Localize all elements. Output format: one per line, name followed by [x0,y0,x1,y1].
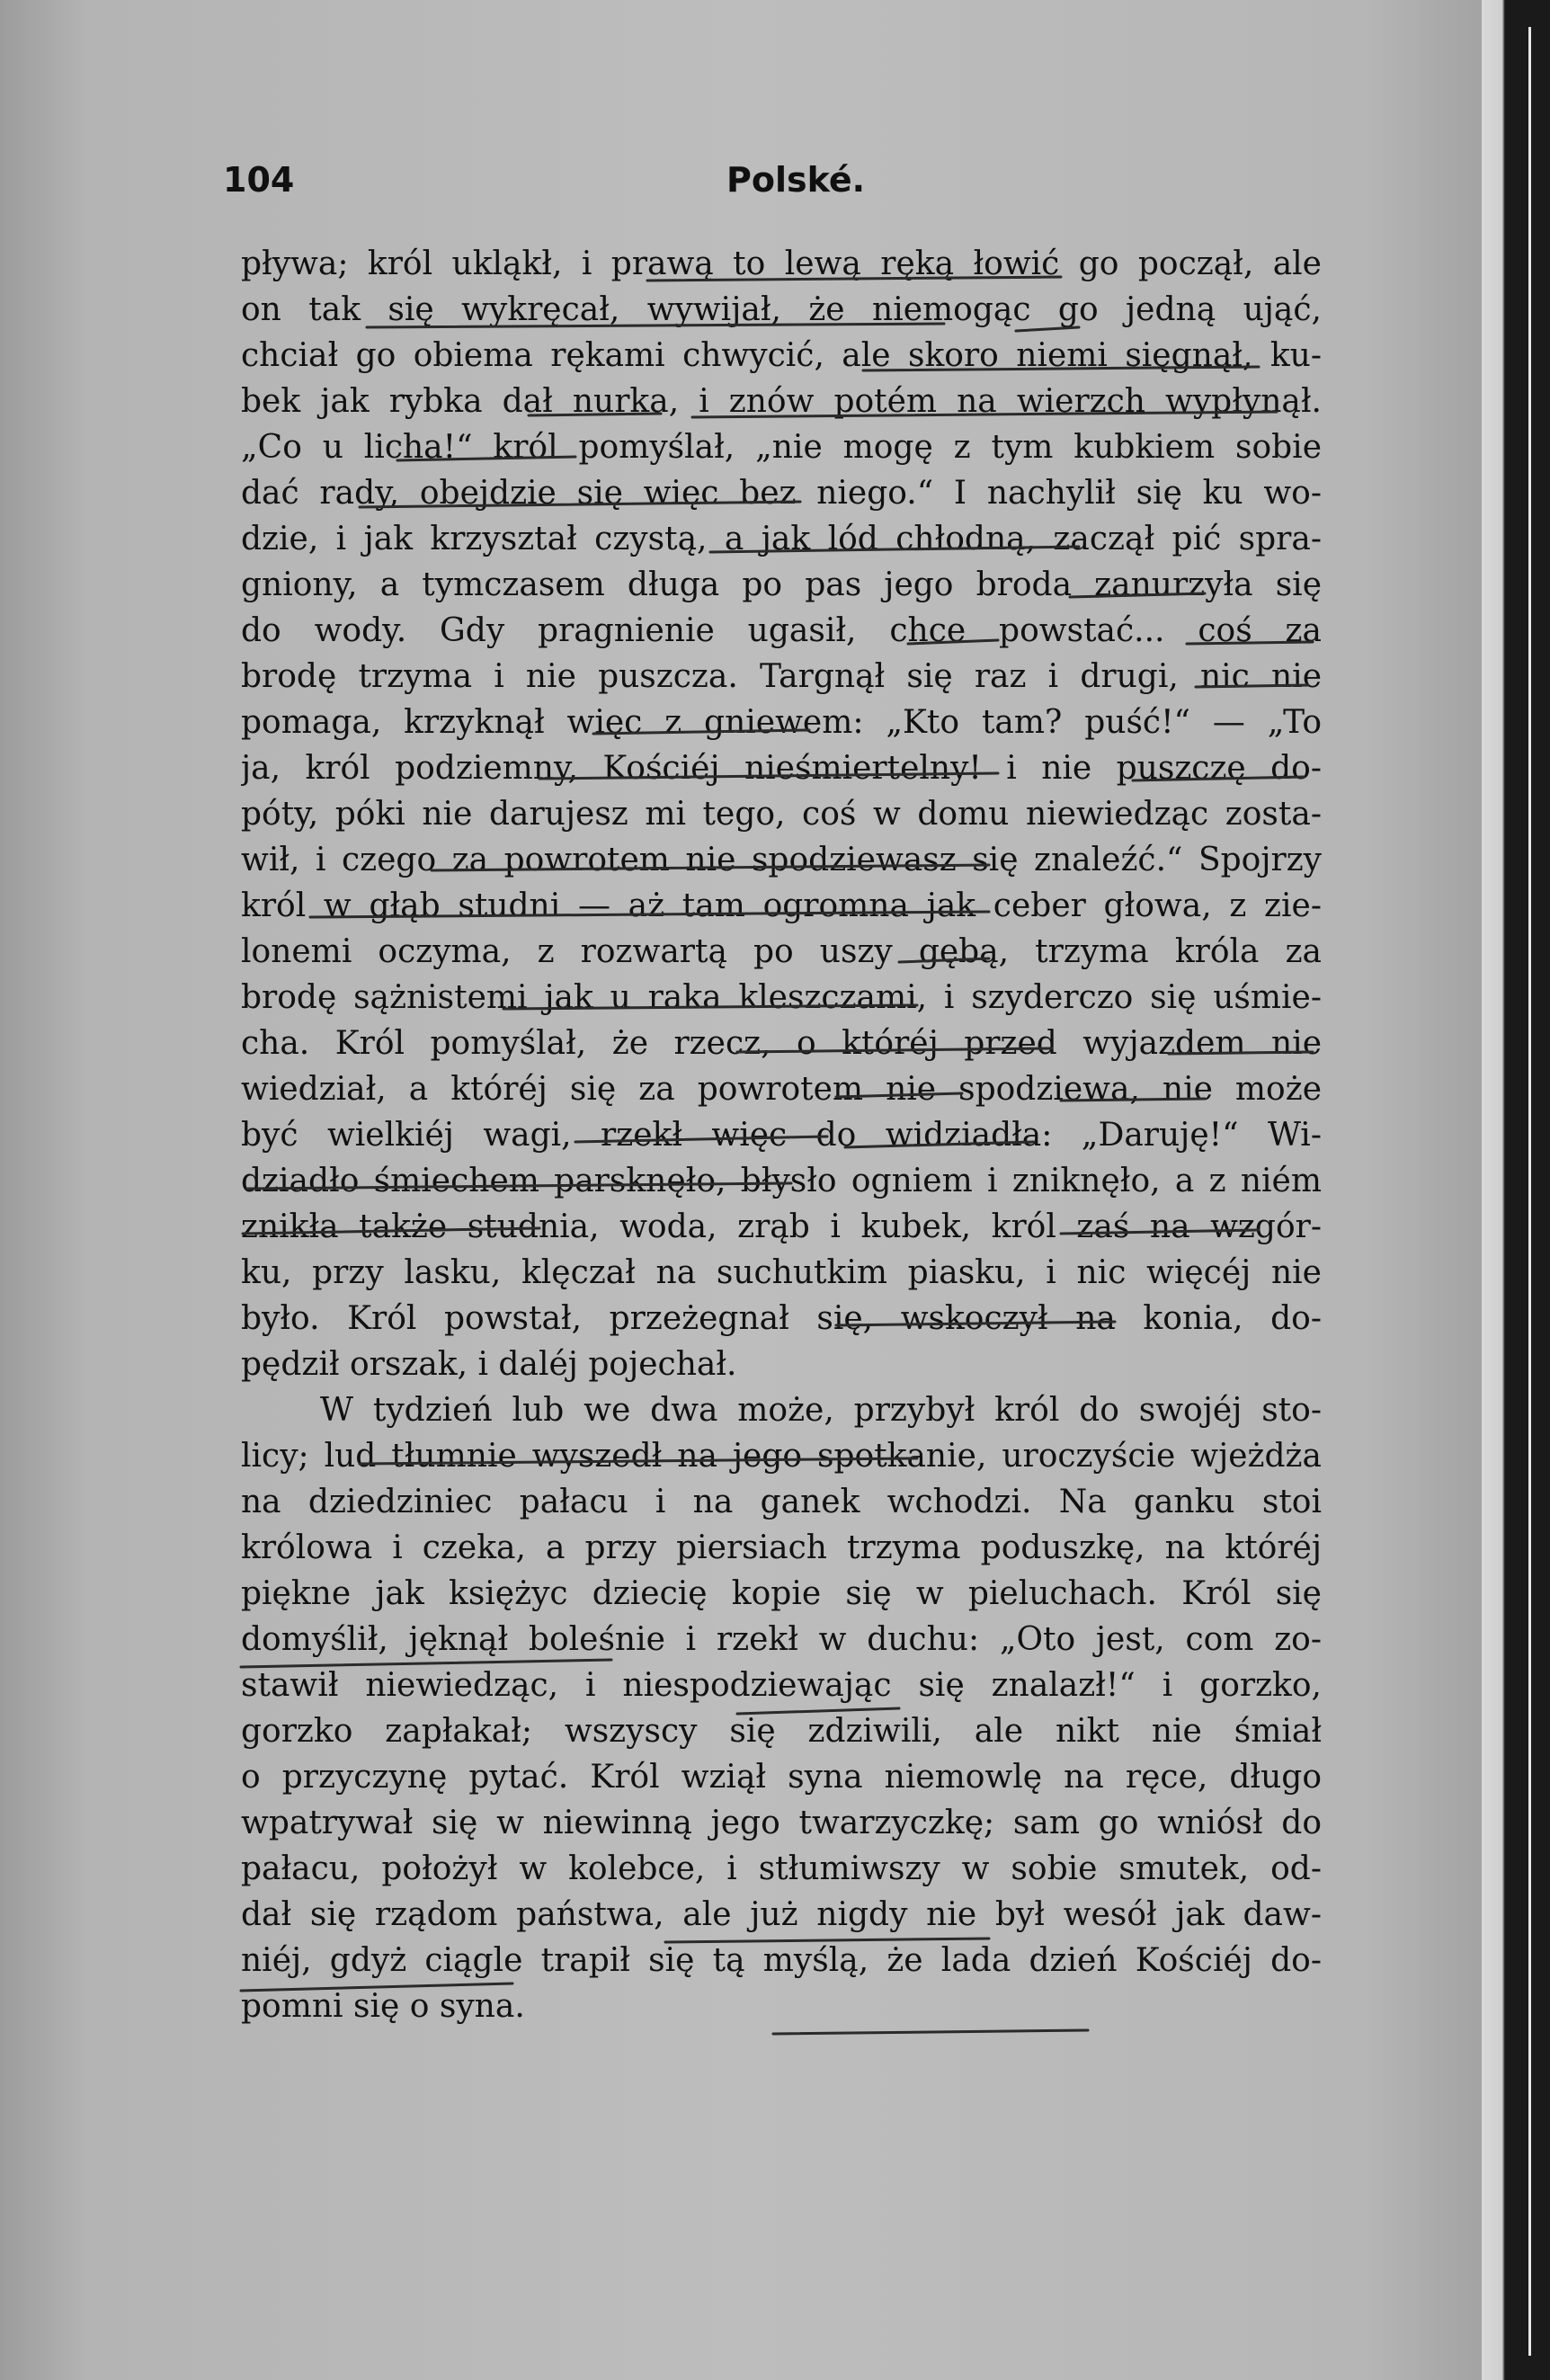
text-line: stawił niewiedząc, i niespodziewając się znalazł!“ i gorzko, [241,1667,1322,1704]
page-number: 104 [223,160,295,200]
paragraph-start-line: W tydzień lub we dwa może, przybył król do swojéj sto- [320,1392,1322,1429]
text-line: chciał go obiema rękami chwycić, ale skoro niemi sięgnął, ku- [241,337,1322,374]
text-line: być wielkiéj wagi, rzekł więc do widziadła: „Daruję!“ Wi- [241,1117,1322,1154]
text-line: domyślił, jęknął boleśnie i rzekł w duchu: „Oto jest, com zo- [241,1621,1322,1658]
text-line: pomni się o syna. [241,1988,525,2025]
text-line: bek jak rybka dał nurka, i znów potém na wierzch wypłynął. [241,383,1322,420]
text-line: wpatrywał się w niewinną jego twarzyczkę; sam go wniósł do [241,1805,1322,1841]
text-line: dać rady, obejdzie się więc bez niego.“ I nachylił się ku wo- [241,475,1322,512]
text-line: pływa; król ukląkł, i prawą to lewą ręką łowić go począł, ale [241,245,1322,282]
text-line: pędził orszak, i daléj pojechał. [241,1346,737,1383]
text-line: brodę sążnistemi jak u raka kleszczami, i szyderczo się uśmie- [241,979,1322,1016]
text-line: wiedział, a któréj się za powrotem nie spodziewa, nie może [241,1071,1322,1108]
text-line: królowa i czeka, a przy piersiach trzyma poduszkę, na któréj [241,1529,1322,1566]
text-line: cha. Król pomyślał, że rzecz, o któréj przed wyjazdem nie [241,1025,1322,1062]
text-line: dał się rządom państwa, ale już nigdy nie był wesół jak daw- [241,1896,1322,1933]
text-line: on tak się wykręcał, wywijał, że niemogąc go jedną ująć, [241,291,1322,328]
text-line: wił, i czego za powrotem nie spodziewasz się znaleźć.“ Spojrzy [241,842,1322,878]
text-line: na dziedziniec pałacu i na ganek wchodzi. Na ganku stoi [241,1484,1322,1520]
page-edge [1482,0,1550,2380]
text-line: brodę trzyma i nie puszcza. Targnął się raz i drugi, nic nie [241,658,1322,695]
text-line: póty, póki nie darujesz mi tego, coś w domu niewiedząc zosta- [241,796,1322,833]
text-line: lonemi oczyma, z rozwartą po uszy gębą, trzyma króla za [241,933,1322,970]
text-line: pałacu, położył w kolebce, i stłumiwszy w sobie smutek, od- [241,1850,1322,1887]
text-line: dziadło śmiechem parsknęło, błysło ogniem i zniknęło, a z niém [241,1163,1322,1199]
text-line: piękne jak księżyc dziecię kopie się w pieluchach. Król się [241,1575,1322,1612]
text-line: ja, król podziemny, Kościéj nieśmiertelny! i nie puszczę do- [241,750,1322,787]
text-line: znikła także studnia, woda, zrąb i kubek, król zaś na wzgór- [241,1208,1322,1245]
text-line: pomaga, krzyknął więc z gniewem: „Kto tam? puść!“ — „To [241,704,1322,741]
text-line: o przyczynę pytać. Król wziął syna niemowlę na ręce, długo [241,1759,1322,1796]
running-head: Polské. [726,160,866,200]
text-line: „Co u licha!“ król pomyślał, „nie mogę z tym kubkiem sobie [241,429,1322,466]
body-text [241,241,1322,2029]
page-header [223,160,1325,214]
text-line: do wody. Gdy pragnienie ugasił, chce powstać... coś za [241,612,1322,649]
binding-edge [1528,27,1531,2356]
text-line: niéj, gdyż ciągle trapił się tą myślą, że lada dzień Kościéj do- [241,1942,1322,1979]
text-line: było. Król powstał, przeżegnał się, wskoczył na konia, do- [241,1300,1322,1337]
text-line: licy; lud tłumnie wyszedł na jego spotkanie, uroczyście wjeżdża [241,1438,1322,1475]
text-line: dzie, i jak krzyształ czystą, a jak lód chłodną, zaczął pić spra- [241,521,1322,557]
text-line: król w głąb studni — aż tam ogromna jak ceber głowa, z zie- [241,887,1322,924]
text-line: gniony, a tymczasem długa po pas jego broda zanurzyła się [241,566,1322,603]
text-line: ku, przy lasku, klęczał na suchutkim piasku, i nic więcéj nie [241,1254,1322,1291]
text-line: gorzko zapłakał; wszyscy się zdziwili, ale nikt nie śmiał [241,1713,1322,1750]
